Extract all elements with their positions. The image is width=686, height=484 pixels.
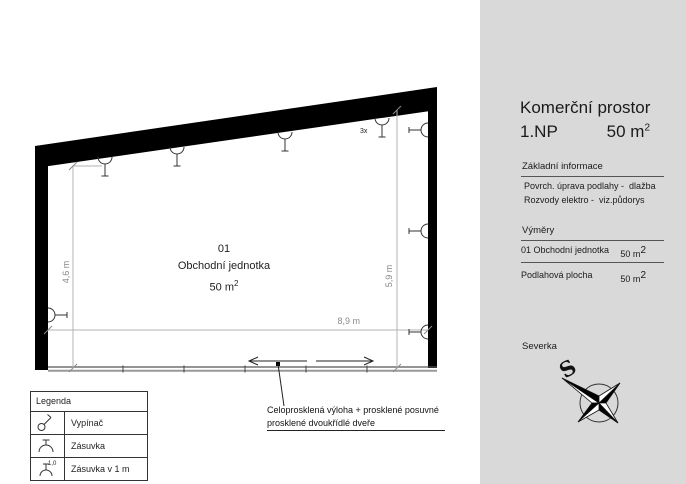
socket-icon [31, 435, 64, 457]
basic-info-heading: Základní informace [522, 161, 603, 172]
height-label: 1,0 [48, 461, 57, 467]
socket-icon [278, 132, 292, 151]
room-area: 50 $m^2$ [209, 279, 239, 294]
room-number: 01 [217, 243, 231, 255]
area-row [521, 270, 664, 284]
storefront-glazing [48, 366, 437, 373]
legend-box [30, 391, 148, 481]
dimension-label-right: 5,9 m [384, 264, 394, 288]
floor-label: 1.NP [520, 122, 558, 141]
area-row-label: 01 Obchodní jednotka [521, 245, 610, 255]
legend-label: Zásuvka v 1 m [71, 464, 130, 474]
legend-row-socket-1m [31, 458, 147, 480]
dimension-label-bottom: 8,9 m [337, 316, 360, 326]
area-row-value: 50 $m^2$ [620, 245, 646, 259]
left-wall-socket-icon [48, 308, 67, 322]
socket-icon [48, 308, 67, 322]
total-area: 50 $m^2$ [606, 122, 650, 141]
right-wall-socket-icons [409, 123, 428, 339]
right-wall [428, 89, 437, 368]
panel-subtitle [520, 122, 650, 142]
door-slide-arrows [249, 357, 373, 365]
areas-heading: Výměry [522, 225, 555, 236]
north-heading: Severka [522, 341, 557, 352]
legend-row-switch [31, 412, 147, 435]
north-letter: S [554, 353, 581, 384]
socket-icon [375, 118, 389, 137]
room-label [114, 241, 334, 297]
dimension-label-left: 4,6 m [61, 260, 71, 284]
divider [521, 176, 664, 177]
area-row-value: 50 $m^2$ [620, 270, 646, 284]
socket-icon [409, 325, 428, 339]
switch-icon [31, 412, 64, 434]
panel-title: Komerční prostor [520, 98, 651, 117]
annotation-line2: prosklené dvoukřídlé dveře [267, 418, 376, 428]
socket-icon [170, 147, 184, 166]
socket-icon [409, 224, 428, 238]
annotation-line1: Celoprosklená výloha + prosklené posuvné [267, 405, 439, 415]
legend-title: Legenda [31, 392, 147, 412]
legend-row-socket [31, 435, 147, 458]
area-row [521, 245, 664, 259]
area-row-label: Podlahová plocha [521, 270, 593, 280]
divider [521, 240, 664, 241]
arrow-right-icon [316, 357, 373, 365]
top-wall [35, 87, 437, 168]
socket-icon [409, 123, 428, 137]
legend-label: Zásuvka [71, 441, 106, 451]
divider [521, 262, 664, 263]
info-row: Povrch. úprava podlahy - dlažba [524, 181, 656, 191]
socket-multiplier-label: 3x [360, 128, 368, 135]
info-row: Rozvody elektro - viz.půdorys [524, 195, 645, 205]
legend-label: Vypínač [71, 418, 104, 428]
room-name: Obchodní jednotka [177, 260, 271, 272]
left-wall [35, 146, 48, 370]
compass-rose-icon [555, 362, 645, 447]
